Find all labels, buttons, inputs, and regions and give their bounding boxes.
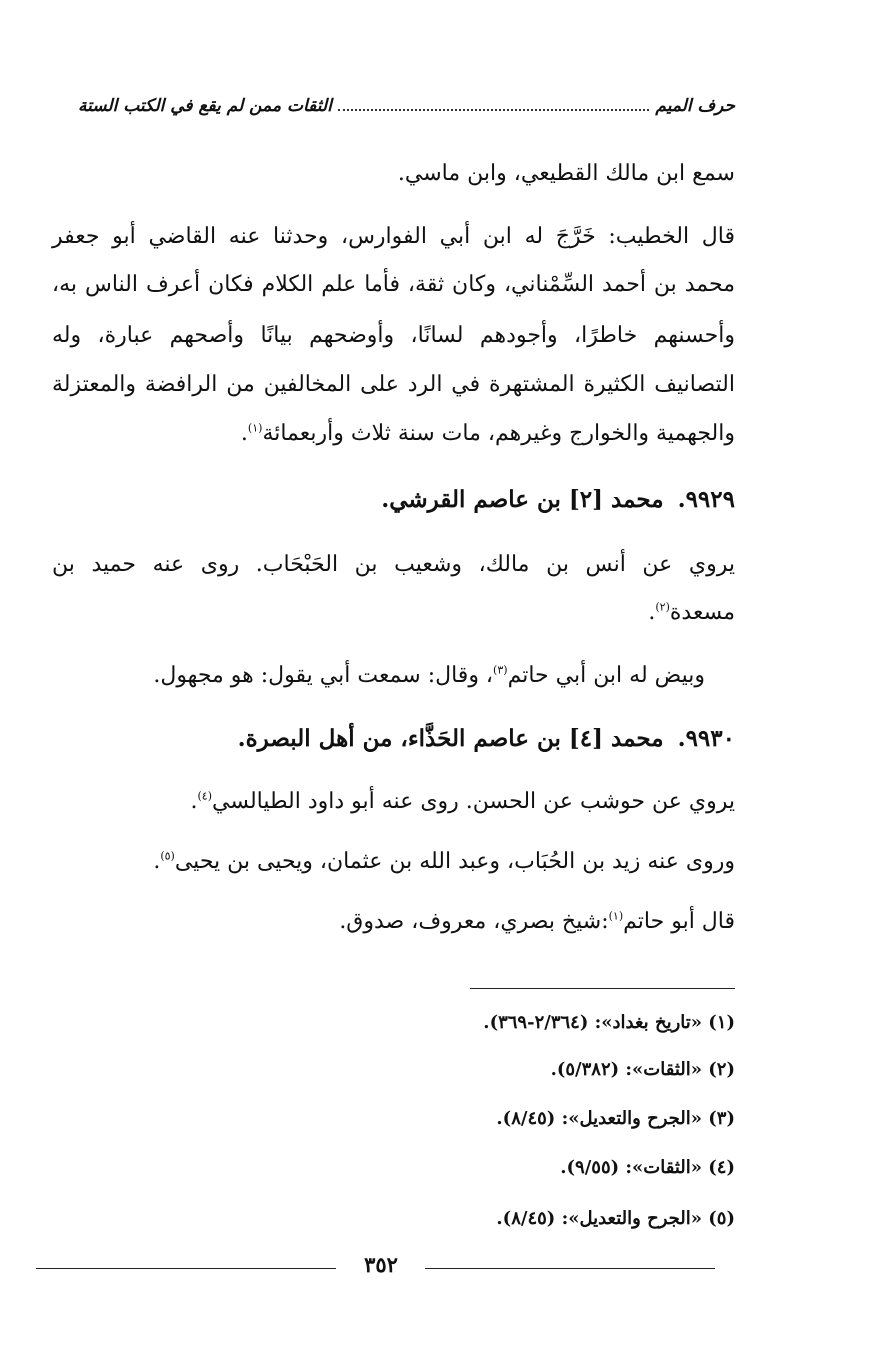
body-line-9 (153, 660, 705, 692)
body-line-2: قال الخطيب: خَرَّجَ له ابن أبي الفوارس، وحدثنا عنه القاضي أبو جعفر (52, 224, 735, 249)
entry-number: ٩٩٢٩. (677, 486, 735, 513)
footnote-ref: (٥) (160, 849, 175, 863)
footnote-ref: (١) (608, 909, 624, 923)
header-chapter: حرف الميم (655, 96, 735, 116)
body-line-8-text: مسعدة (669, 600, 735, 625)
footnote-3: (٣) «الجرح والتعديل»: (٨/٤٥). (496, 1108, 735, 1129)
footnote-separator (470, 988, 735, 989)
page-number: ٣٥٢ (342, 1252, 420, 1277)
body-line-7: يروي عن أنس بن مالك، وشعيب بن الحَبْحَاب. روى عنه حميد بن (52, 552, 735, 577)
footnote-ref: (٢) (655, 600, 670, 614)
footnote-2: (٢) «الثقات»: (٥/٣٨٢). (550, 1059, 735, 1080)
footnote-5: (٥) «الجرح والتعديل»: (٨/٤٥). (496, 1208, 735, 1229)
body-line-5: التصانيف الكثيرة المشتهرة في الرد على المخالفين من الرافضة والمعتزلة (52, 372, 735, 397)
footnote-ref: (٣) (493, 663, 508, 677)
body-line-11-text: وروى عنه زيد بن الحُبَاب، وعبد الله بن عثمان، ويحيى بن يحيى (174, 849, 735, 874)
page-number-rule-right (425, 1268, 715, 1269)
page-number-rule-left (36, 1268, 336, 1269)
body-line-12-text-a: قال أبو حاتم (623, 909, 735, 934)
body-line-10-end: . (190, 789, 198, 814)
entry-title-9929 (381, 484, 735, 516)
body-line-9-text-b: ، وقال: سمعت أبي يقول: هو مجهول. (153, 663, 494, 688)
body-line-10 (190, 786, 735, 818)
footnote-1: (١) «تاريخ بغداد»: (٢/٣٦٤-٣٦٩). (483, 1012, 735, 1033)
body-line-3: محمد بن أحمد السِّمْناني، وكان ثقة، فأما علم الكلام فكان أعرف الناس به، (52, 272, 735, 297)
body-line-6-end: . (240, 421, 248, 446)
entry-name: محمد [٢] بن عاصم القرشي. (381, 486, 664, 513)
body-line-12 (339, 906, 735, 938)
body-line-11 (153, 846, 735, 878)
entry-name: محمد [٤] بن عاصم الحَذَّاء، من أهل البصرة. (237, 725, 664, 752)
footnote-ref: (١) (247, 421, 263, 435)
footnote-4: (٤) «الثقات»: (٩/٥٥). (560, 1157, 735, 1178)
body-line-6-text: والجهمية والخوارج وغيرهم، مات سنة ثلاث وأربعمائة (262, 421, 735, 446)
header-dot-leader (338, 109, 650, 111)
body-line-12-text-b: :شيخ بصري، معروف، صدوق. (339, 909, 609, 934)
body-line-6 (241, 418, 735, 450)
body-line-1: سمع ابن مالك القطيعي، وابن ماسي. (397, 161, 735, 186)
entry-title-9930 (238, 723, 735, 755)
body-line-8-end: . (648, 600, 656, 625)
body-line-10-text: يروي عن حوشب عن الحسن. روى عنه أبو داود الطيالسي (211, 789, 735, 814)
header-book-title: الثقات ممن لم يقع في الكتب الستة (78, 96, 332, 116)
entry-number: ٩٩٣٠. (677, 725, 735, 752)
body-line-9-text-a: وبيض له ابن أبي حاتم (507, 663, 705, 688)
running-header (78, 96, 735, 117)
body-line-8 (648, 597, 735, 629)
body-line-4: وأحسنهم خاطرًا، وأجودهم لسانًا، وأوضحهم بيانًا وأصحهم عبارة، وله (52, 323, 735, 348)
footnote-ref: (٤) (197, 789, 212, 803)
body-line-11-end: . (153, 849, 161, 874)
